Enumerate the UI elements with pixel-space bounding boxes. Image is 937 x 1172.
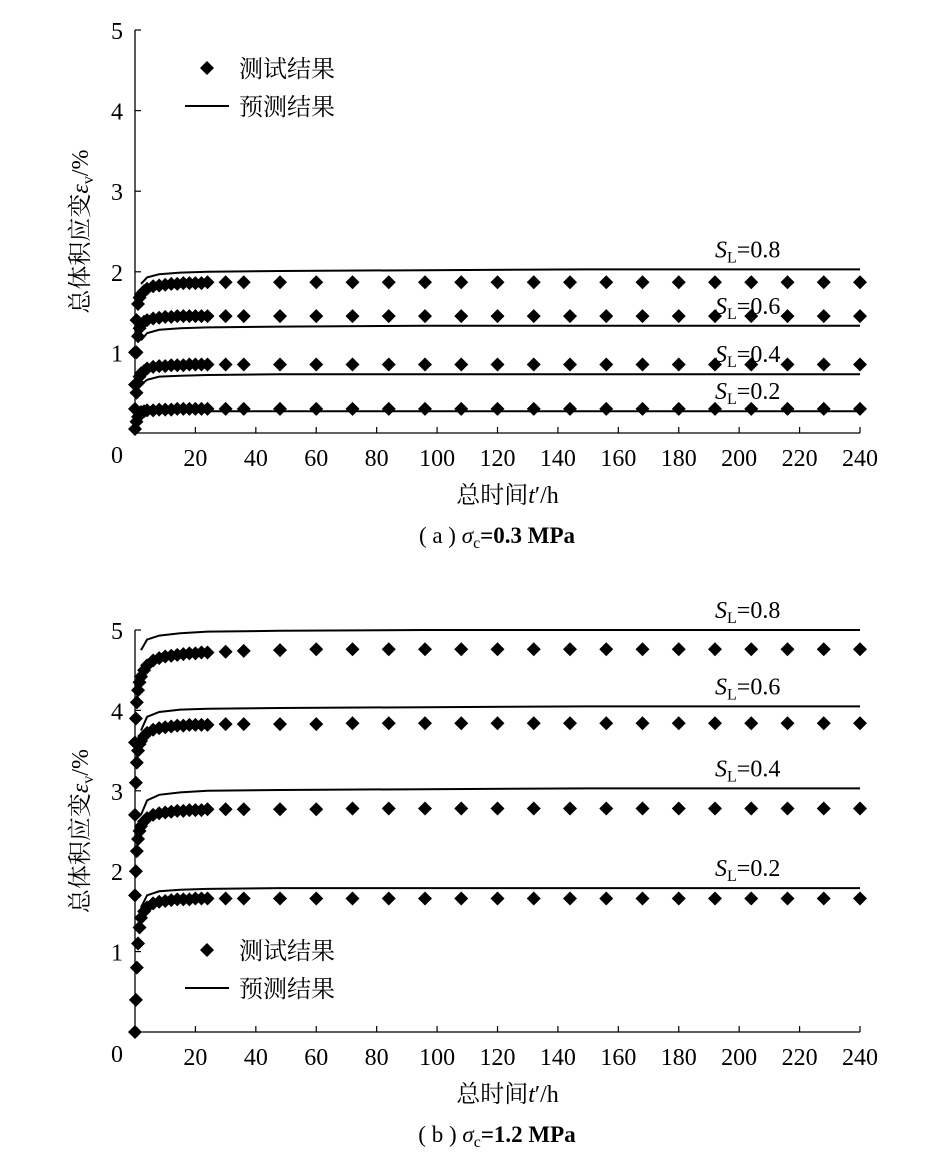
measured-point <box>672 357 686 371</box>
measured-point <box>219 717 233 731</box>
measured-point <box>273 643 287 657</box>
measured-point <box>219 645 233 659</box>
y-axis-title-text: 总体积应变 <box>66 793 94 914</box>
curve-label-sub: L <box>727 305 737 323</box>
measured-point <box>599 309 613 323</box>
x-tick-label: 120 <box>479 446 516 472</box>
curve-label-value: =0.6 <box>736 293 781 320</box>
y-axis-title-sub: v <box>80 775 97 784</box>
measured-point <box>454 892 468 906</box>
measured-point <box>273 802 287 816</box>
measured-point <box>309 717 323 731</box>
legend-marker-diamond <box>200 61 214 75</box>
measured-point <box>527 892 541 906</box>
measured-point <box>817 716 831 730</box>
x-tick-label: 140 <box>539 446 576 472</box>
x-tick-label: 240 <box>842 446 878 472</box>
measured-point <box>491 402 505 416</box>
curve-label-sub: L <box>727 610 737 627</box>
measured-point <box>418 892 432 906</box>
measured-point <box>708 275 722 289</box>
measured-point <box>636 275 650 289</box>
measured-point <box>744 716 758 730</box>
measured-point <box>672 275 686 289</box>
measured-point <box>599 402 613 416</box>
measured-point <box>672 642 686 656</box>
curve-label-sub: L <box>727 391 737 409</box>
y-tick-label: 3 <box>111 180 123 207</box>
curve-label-sub: L <box>727 768 737 786</box>
measured-point <box>636 357 650 371</box>
curve-label-value: =0.6 <box>736 674 781 701</box>
measured-point <box>130 756 144 770</box>
curve-label-value: =0.2 <box>736 379 781 406</box>
measured-point <box>273 357 287 371</box>
measured-point <box>309 309 323 323</box>
measured-point <box>454 716 468 730</box>
measured-point <box>130 961 144 975</box>
curve-label <box>715 379 780 408</box>
curve-label-prefix: S <box>715 237 727 264</box>
measured-point <box>309 357 323 371</box>
y-tick-label: 4 <box>111 99 123 126</box>
measured-point <box>563 642 577 656</box>
predicted-line <box>141 326 860 341</box>
measured-point <box>853 642 867 656</box>
measured-point <box>237 357 251 371</box>
x-tick-label: 180 <box>660 1045 697 1071</box>
measured-point <box>237 309 251 323</box>
measured-point <box>636 716 650 730</box>
x-tick-label: 200 <box>721 1045 758 1071</box>
panel-caption <box>419 523 576 552</box>
measured-point <box>672 402 686 416</box>
measured-point <box>817 801 831 815</box>
measured-point <box>346 642 360 656</box>
measured-point <box>382 275 396 289</box>
measured-point <box>599 892 613 906</box>
measured-point <box>708 716 722 730</box>
measured-point <box>309 802 323 816</box>
measured-point <box>418 801 432 815</box>
measured-point <box>346 357 360 371</box>
caption-sub: c <box>473 1134 481 1151</box>
measured-point <box>129 864 143 878</box>
measured-point <box>491 357 505 371</box>
measured-point <box>781 402 795 416</box>
measured-point <box>219 357 233 371</box>
measured-point <box>672 801 686 815</box>
x-tick-label: 60 <box>304 446 329 472</box>
measured-point <box>599 716 613 730</box>
measured-point <box>563 275 577 289</box>
x-axis-title <box>456 1080 559 1108</box>
x-tick-label: 140 <box>539 1045 576 1071</box>
x-axis-title-symbol: t <box>528 1082 535 1108</box>
measured-point <box>382 309 396 323</box>
caption-prefix: ( b ) <box>418 1122 463 1147</box>
measured-point <box>636 801 650 815</box>
y-axis-title-symbol: ε <box>68 783 94 794</box>
legend-label-predicted: 预测结果 <box>239 975 335 1003</box>
measured-point <box>563 402 577 416</box>
measured-point <box>418 716 432 730</box>
y-tick-label: 1 <box>111 940 123 967</box>
measured-point <box>382 402 396 416</box>
measured-point <box>237 802 251 816</box>
x-tick-label: 200 <box>721 446 758 472</box>
caption-prefix: ( a ) <box>418 523 462 548</box>
measured-point <box>744 801 758 815</box>
curve-label-sub: L <box>727 249 737 267</box>
x-tick-label: 100 <box>419 1045 456 1071</box>
curve-label-prefix: S <box>715 674 727 701</box>
x-tick-label: 180 <box>660 446 697 472</box>
chart-panel-a <box>66 19 878 552</box>
measured-point <box>219 892 233 906</box>
x-axis-title-text: 总时间 <box>456 1080 529 1108</box>
measured-point <box>237 402 251 416</box>
curve-label <box>715 674 780 703</box>
measured-point <box>346 309 360 323</box>
caption-value: =1.2 MPa <box>480 1122 576 1147</box>
measured-point <box>491 275 505 289</box>
curve-label-prefix: S <box>715 598 727 624</box>
measured-point <box>563 357 577 371</box>
x-tick-label: 100 <box>419 446 456 472</box>
curve-label-prefix: S <box>715 856 727 883</box>
measured-point <box>346 892 360 906</box>
measured-point <box>219 275 233 289</box>
measured-point <box>309 402 323 416</box>
curve-label-prefix: S <box>715 379 727 406</box>
measured-point <box>491 801 505 815</box>
measured-point <box>527 402 541 416</box>
measured-point <box>491 716 505 730</box>
measured-point <box>273 402 287 416</box>
measured-point <box>346 801 360 815</box>
panel-caption <box>418 1122 576 1151</box>
measured-point <box>237 275 251 289</box>
x-tick-label: 20 <box>183 446 208 472</box>
chart-panel-b <box>66 598 878 1151</box>
measured-point <box>129 776 143 790</box>
measured-point <box>130 695 144 709</box>
caption-value: =0.3 MPa <box>480 523 576 548</box>
measured-point <box>563 801 577 815</box>
x-tick-label: 20 <box>183 1045 208 1071</box>
measured-point <box>527 357 541 371</box>
x-tick-label: 40 <box>243 1045 268 1071</box>
measured-point <box>817 642 831 656</box>
curve-label-prefix: S <box>715 756 727 783</box>
curve-label <box>715 294 780 323</box>
y-axis-title-symbol: ε <box>68 184 94 194</box>
measured-point <box>454 801 468 815</box>
curve-label <box>715 237 780 266</box>
curve-label-value: =0.4 <box>736 756 781 783</box>
measured-point <box>599 357 613 371</box>
x-tick-label: 120 <box>479 1045 516 1071</box>
measured-point <box>454 275 468 289</box>
measured-point <box>128 888 142 902</box>
measured-point <box>418 402 432 416</box>
legend-marker-diamond <box>200 943 214 957</box>
x-tick-label: 240 <box>842 1045 878 1071</box>
x-tick-label: 80 <box>364 1045 389 1071</box>
y-axis-title-unit: /% <box>68 748 94 776</box>
measured-point <box>491 642 505 656</box>
measured-point <box>853 357 867 371</box>
measured-point <box>454 309 468 323</box>
y-tick-label: 5 <box>111 619 123 645</box>
x-tick-label: 160 <box>600 446 637 472</box>
x-axis-title-symbol: t <box>528 483 535 509</box>
measured-point <box>237 717 251 731</box>
measured-point <box>491 309 505 323</box>
measured-point <box>527 716 541 730</box>
measured-point <box>273 275 287 289</box>
y-tick-label: 0 <box>111 443 123 469</box>
measured-point <box>744 275 758 289</box>
measured-point <box>817 309 831 323</box>
curve-label-sub: L <box>727 354 737 372</box>
measured-point <box>853 309 867 323</box>
measured-point <box>636 402 650 416</box>
y-tick-label: 0 <box>111 1042 123 1068</box>
measured-point <box>817 357 831 371</box>
measured-point <box>527 309 541 323</box>
y-axis-title-sub: v <box>80 176 97 185</box>
measured-point <box>853 892 867 906</box>
measured-point <box>527 275 541 289</box>
measured-point <box>309 892 323 906</box>
measured-point <box>563 716 577 730</box>
measured-point <box>128 345 142 359</box>
measured-point <box>781 275 795 289</box>
measured-point <box>781 357 795 371</box>
measured-point <box>309 642 323 656</box>
measured-point <box>273 309 287 323</box>
x-tick-label: 40 <box>243 446 268 472</box>
measured-point <box>131 937 145 951</box>
measured-point <box>853 275 867 289</box>
curve-label-sub: L <box>727 868 737 886</box>
measured-point <box>346 275 360 289</box>
measured-point <box>708 801 722 815</box>
curve-label-value: =0.8 <box>736 237 781 264</box>
y-tick-label: 2 <box>111 260 123 287</box>
measured-point <box>672 716 686 730</box>
measured-point <box>219 309 233 323</box>
measured-point <box>781 309 795 323</box>
measured-point <box>454 642 468 656</box>
measured-point <box>563 309 577 323</box>
curve-label-prefix: S <box>715 293 727 320</box>
x-axis-title-text: 总时间 <box>456 481 529 509</box>
curve-label <box>715 598 780 627</box>
y-axis-title-text: 总体积应变 <box>66 193 94 314</box>
measured-point <box>563 892 577 906</box>
measured-point <box>744 642 758 656</box>
measured-point <box>527 642 541 656</box>
measured-point <box>130 844 144 858</box>
measured-point <box>599 642 613 656</box>
measured-point <box>382 642 396 656</box>
legend <box>185 55 335 121</box>
measured-point <box>781 716 795 730</box>
measured-point <box>219 402 233 416</box>
measured-point <box>219 802 233 816</box>
curve-label <box>715 856 780 885</box>
measured-point <box>708 642 722 656</box>
measured-point <box>853 402 867 416</box>
measured-point <box>309 275 323 289</box>
curve-label <box>715 342 780 371</box>
measured-point <box>382 357 396 371</box>
x-tick-label: 160 <box>600 1045 637 1071</box>
y-axis-title <box>66 149 97 313</box>
measured-point <box>744 892 758 906</box>
measured-point <box>273 892 287 906</box>
legend-label-measured: 测试结果 <box>239 937 335 965</box>
y-tick-label: 1 <box>111 341 123 368</box>
caption-symbol: σ <box>461 523 474 548</box>
measured-point <box>636 892 650 906</box>
measured-point <box>129 711 143 725</box>
measured-point <box>128 1025 142 1039</box>
measured-point <box>418 309 432 323</box>
measured-point <box>382 801 396 815</box>
curve-label-value: =0.4 <box>736 342 781 369</box>
curve-label-prefix: S <box>715 342 727 369</box>
measured-point <box>382 892 396 906</box>
legend-label-predicted: 预测结果 <box>239 93 335 121</box>
measured-point <box>346 402 360 416</box>
measured-point <box>636 309 650 323</box>
curve-label <box>715 756 780 785</box>
y-tick-label: 5 <box>111 19 123 45</box>
y-axis-title <box>66 749 97 913</box>
caption-symbol: σ <box>462 1122 474 1147</box>
measured-point <box>599 275 613 289</box>
measured-point <box>454 357 468 371</box>
y-axis-title-unit: /% <box>68 149 94 177</box>
x-tick-label: 220 <box>781 1045 818 1071</box>
measured-point <box>418 357 432 371</box>
measured-point <box>382 716 396 730</box>
measured-point <box>129 993 143 1007</box>
measured-point <box>781 892 795 906</box>
measured-point <box>672 309 686 323</box>
measured-point <box>346 716 360 730</box>
y-tick-label: 4 <box>111 699 123 726</box>
measured-point <box>817 275 831 289</box>
measured-point <box>418 275 432 289</box>
y-tick-label: 3 <box>111 779 123 806</box>
caption-sub: c <box>473 535 481 552</box>
measured-point <box>491 892 505 906</box>
measured-point <box>853 801 867 815</box>
y-tick-label: 2 <box>111 860 123 887</box>
x-tick-label: 80 <box>364 446 389 472</box>
curve-label-value: =0.8 <box>736 598 781 624</box>
x-tick-label: 60 <box>304 1045 329 1071</box>
measured-point <box>781 801 795 815</box>
measured-point <box>273 717 287 731</box>
x-axis-title-unit: ′/h <box>534 1082 559 1108</box>
legend <box>185 937 335 1003</box>
measured-point <box>708 892 722 906</box>
measured-point <box>672 892 686 906</box>
measured-point <box>237 644 251 658</box>
legend-label-measured: 测试结果 <box>239 55 335 83</box>
measured-point <box>817 892 831 906</box>
measured-point <box>237 892 251 906</box>
measured-point <box>599 801 613 815</box>
measured-point <box>418 642 432 656</box>
x-axis-title <box>456 481 559 509</box>
measured-point <box>853 716 867 730</box>
measured-point <box>817 402 831 416</box>
series-s-l-0-6 <box>128 674 867 822</box>
curve-label-value: =0.2 <box>736 856 781 883</box>
x-axis-title-unit: ′/h <box>534 483 559 509</box>
measured-point <box>454 402 468 416</box>
measured-point <box>781 642 795 656</box>
curve-label-sub: L <box>727 686 737 704</box>
measured-point <box>527 801 541 815</box>
x-tick-label: 220 <box>781 446 818 472</box>
measured-point <box>636 642 650 656</box>
